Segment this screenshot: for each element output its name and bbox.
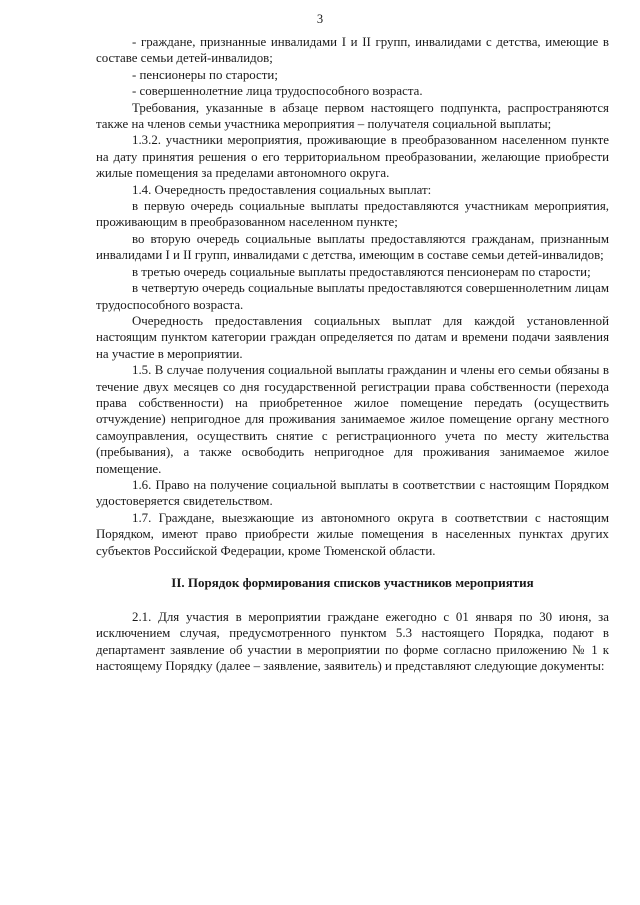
paragraph: в третью очередь социальные выплаты предоставляются пенсионерам по старости; (132, 264, 591, 279)
paragraph: Очередность предоставления социальных выплат для каждой установленной настоящим пунктом категории граждан определяется по датам и времени подачи заявления на участие в мероприятии. (96, 313, 609, 361)
paragraph: Требования, указанные в абзаце первом настоящего подпункта, распространяются также на членов семьи участника мероприятия – получателя социальной выплаты; (96, 100, 609, 132)
paragraph: 1.7. Граждане, выезжающие из автономного округа в соответствии с настоящим Порядком, имеют право приобрести жилые помещения в населенных пунктах других субъектов Российской Федерации, кроме Тюменской области. (96, 510, 609, 558)
paragraph: - граждане, признанные инвалидами I и II групп, инвалидами с детства, имеющие в составе семьи детей-инвалидов; (96, 35, 609, 66)
paragraph: 1.5. В случае получения социальной выплаты гражданин и члены его семьи обязаны в течение двух месяцев со дня государственной регистрации права собственности (перехода права собственности) на приобретенное жилое помещение передать (осуществить отчуждение) непригодное для проживания занимаемое жилое помещение органу местного самоуправления, осуществить снятие с регистрационного учета по месту жительства (пребывания), а также освободить непригодное для проживания занимаемое жилое помещение. (96, 363, 609, 476)
paragraph: 2.1. Для участия в мероприятии граждане ежегодно с 01 января по 30 июня, за исключением случая, предусмотренного пунктом 5.3 настоящего Порядка, подают в департамент заявление об участии в мероприятии по форме согласно приложению № 1 к настоящему Порядку (далее – заявление, заявитель) и представляют следующие документы: (96, 610, 609, 674)
paragraph: 1.3.2. участники мероприятия, проживающие в преобразованном населенном пункте на дату принятия решения о его территориальном преобразовании, желающие приобрести жилые помещения за пределами автономного округа. (96, 133, 609, 181)
paragraph: 1.4. Очередность предоставления социальных выплат: (132, 182, 432, 197)
paragraph: 1.6. Право на получение социальной выплаты в соответствии с настоящим Порядком удостоверяется свидетельством. (96, 477, 609, 509)
paragraph: - пенсионеры по старости; (132, 67, 278, 82)
page-number: 3 (316, 12, 324, 26)
document-body (96, 34, 609, 675)
paragraph: во вторую очередь социальные выплаты предоставляются гражданам, признанным инвалидами I и II групп, инвалидами с детства, имеющим в составе семьи детей-инвалидов; (96, 231, 609, 263)
paragraph: в четвертую очередь социальные выплаты предоставляются совершеннолетним лицам трудоспособного возраста. (96, 281, 609, 312)
paragraph: в первую очередь социальные выплаты предоставляются участникам мероприятия, проживающим в преобразованном населенном пункте; (96, 199, 609, 230)
section-heading: II. Порядок формирования списков участников мероприятия (171, 575, 534, 590)
paragraph: - совершеннолетние лица трудоспособного возраста. (132, 84, 423, 99)
